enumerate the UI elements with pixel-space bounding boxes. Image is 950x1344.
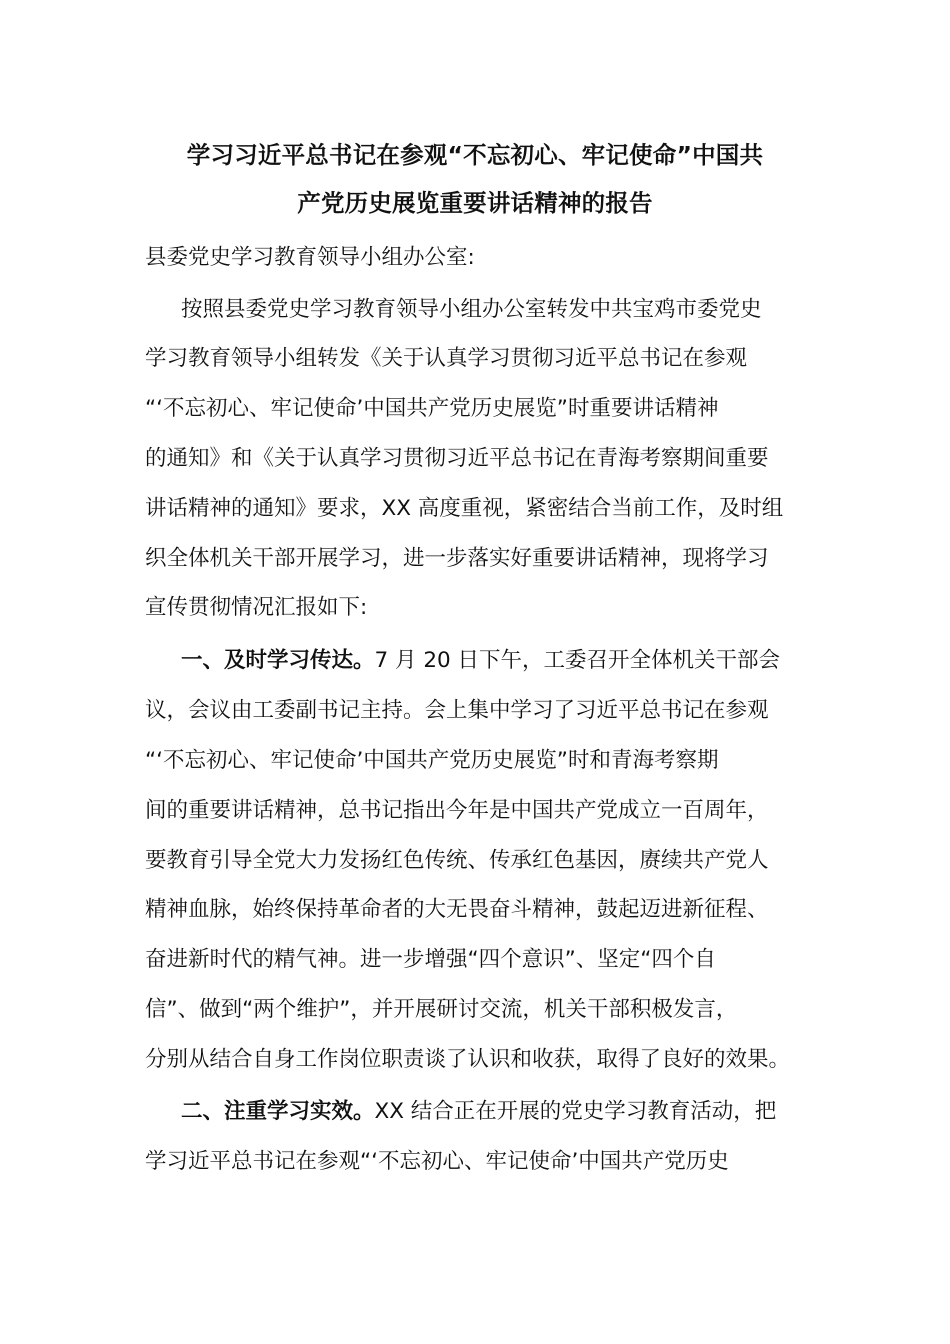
section-1-line: 精神血脉，始终保持革命者的大无畏奋斗精神，鼓起迈进新征程、 [145,897,769,922]
section-1-line: 信”、做到“两个维护”，并开展研讨交流，机关干部积极发言， [145,997,738,1022]
section-1-line: 分别从结合自身工作岗位职责谈了认识和收获，取得了良好的效果。 [145,1047,791,1072]
section-2-first-line-text: XX 结合正在开展的党史学习教育活动，把 [374,1099,777,1124]
section-1-line: “‘不忘初心、牢记使命’中国共产党历史展览”时和青海考察期 [145,748,719,773]
section-1-heading: 一、及时学习传达。 [181,648,375,673]
section-1-line: 间的重要讲话精神，总书记指出今年是中国共产党成立一百周年， [145,798,769,823]
section-2-heading: 二、注重学习实效。 [181,1099,375,1124]
document-title-line-2: 产党历史展览重要讲话精神的报告 [297,189,653,217]
salutation: 县委党史学习教育领导小组办公室: [145,245,475,270]
paragraph-1-line: 的通知》和《关于认真学习贯彻习近平总书记在青海考察期间重要 [145,446,769,471]
paragraph-1-line: 讲话精神的通知》要求，XX 高度重视，紧密结合当前工作，及时组 [145,496,784,521]
section-1-first-line [181,646,846,676]
paragraph-1-line: “‘不忘初心、牢记使命’中国共产党历史展览”时重要讲话精神 [145,396,719,421]
section-1-line: 奋进新时代的精气神。进一步增强“四个意识”、坚定“四个自 [145,947,716,972]
section-1-line: 要教育引导全党大力发扬红色传统、传承红色基因，赓续共产党人 [145,848,769,873]
section-2-first-line [181,1097,846,1127]
section-2-line: 学习近平总书记在参观“‘不忘初心、牢记使命’中国共产党历史 [145,1149,729,1174]
paragraph-1-line: 宣传贯彻情况汇报如下: [145,595,368,620]
document-title-line-1: 学习习近平总书记在参观“不忘初心、牢记使命”中国共 [186,141,764,169]
section-1-line: 议，会议由工委副书记主持。会上集中学习了习近平总书记在参观 [145,698,769,723]
section-1-first-line-text: 7 月 20 日下午，工委召开全体机关干部会 [374,648,781,673]
paragraph-1-line: 织全体机关干部开展学习，进一步落实好重要讲话精神，现将学习 [145,546,769,571]
paragraph-1-line: 按照县委党史学习教育领导小组办公室转发中共宝鸡市委党史 [181,297,762,322]
paragraph-1-line: 学习教育领导小组转发《关于认真学习贯彻习近平总书记在参观 [145,346,748,371]
